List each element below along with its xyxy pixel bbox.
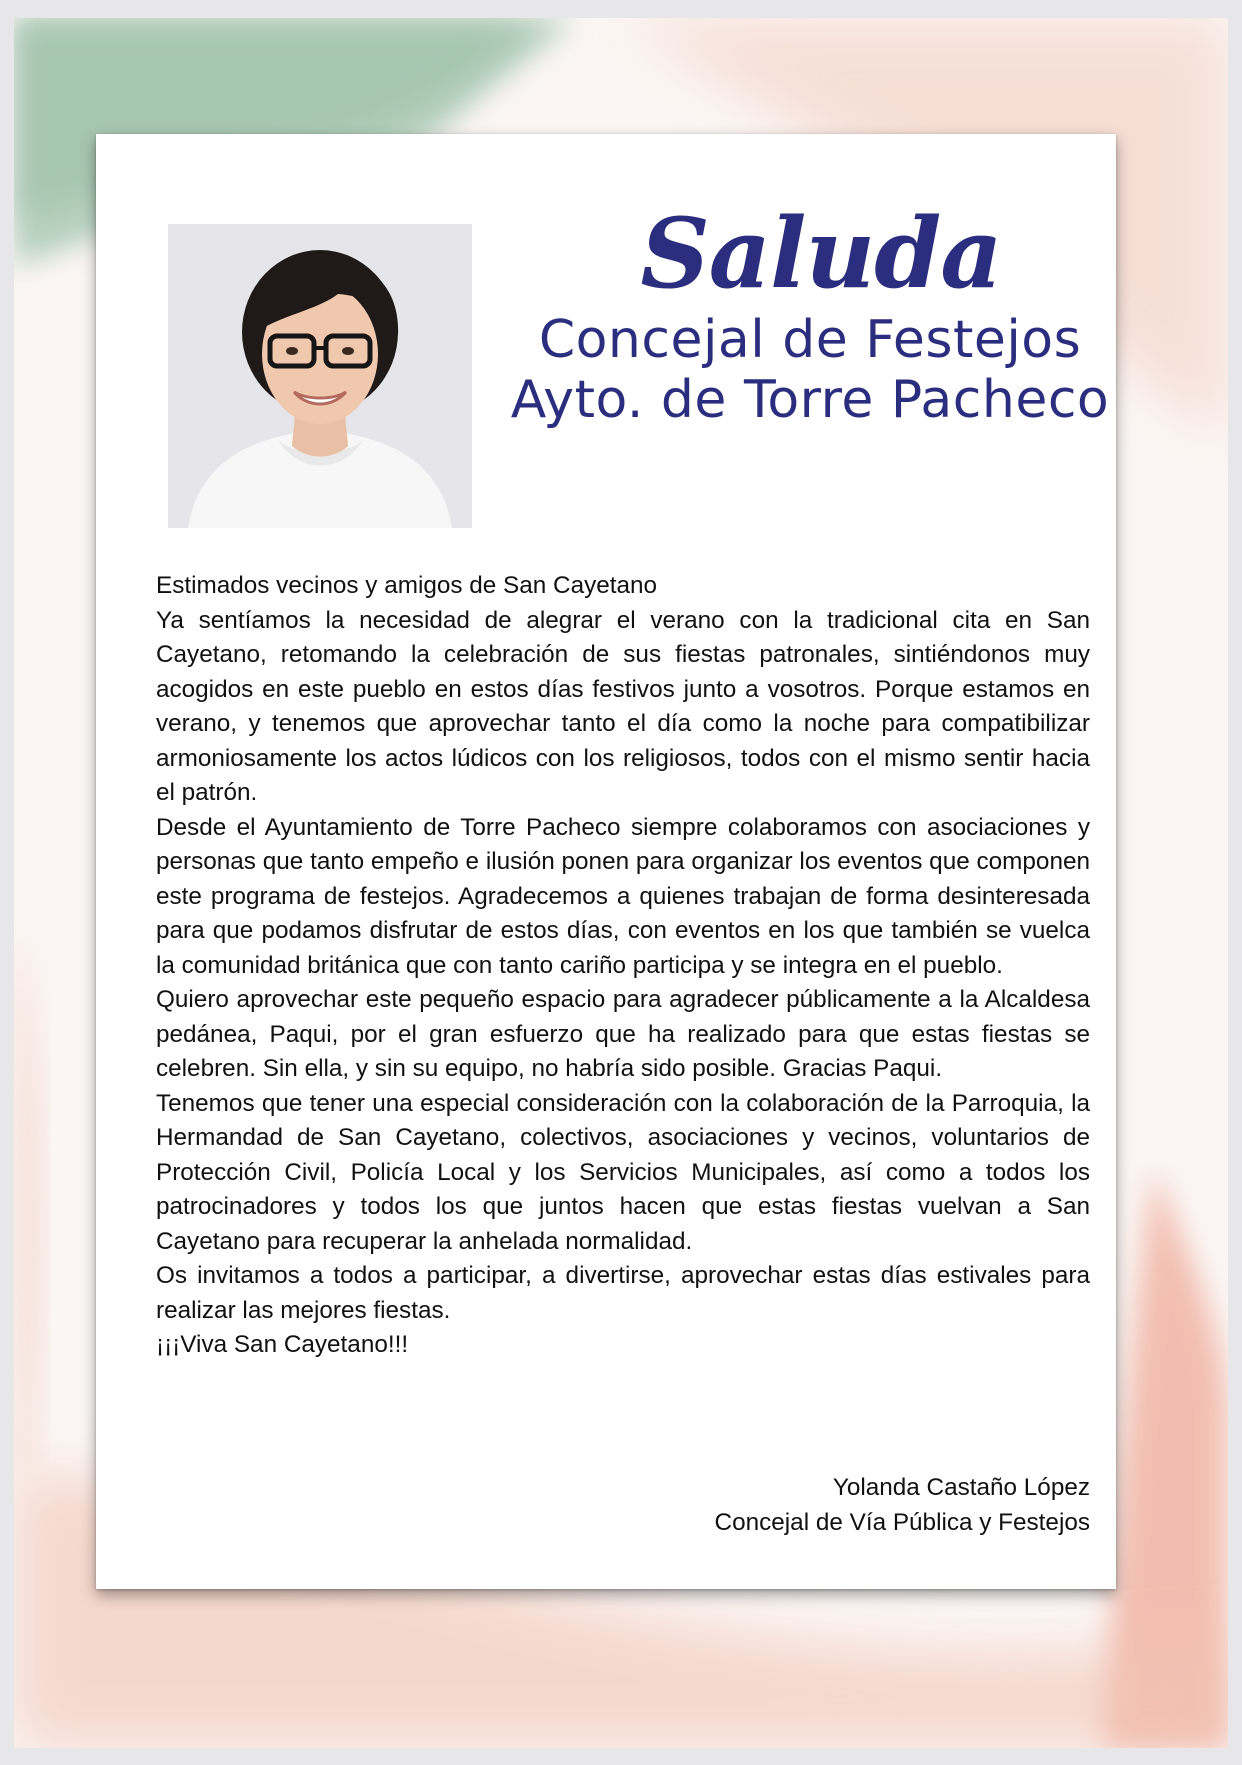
paragraph: Ya sentíamos la necesidad de alegrar el verano con la tradicional cita en San Cayetano, retomando la celebración de sus fiestas patronales, sintiéndonos muy acogidos en este pueblo en estos días festivos junto a vosotros. Porque estamos en verano, y tenemos que aprovechar tanto el día como la noche para compatibilizar armoniosamente los actos lúdicos con los religiosos, todos con el mismo sentir hacia el patrón. [156, 606, 1090, 806]
paragraph: Tenemos que tener una especial consideración con la colaboración de la Parroquia, la Hermandad de San Cayetano, colectivos, asociaciones y vecinos, voluntarios de Protección Civil, Policía Local y los Servicios Municipales, así como a todos los patrocinadores y todos los que juntos hacen que estas fiestas vuelvan a San Cayetano para recuperar la anhelada normalidad. [156, 1089, 1090, 1255]
paragraph: Os invitamos a todos a participar, a divertirse, aprovechar estas días estivales para realizar las mejores fiestas. [156, 1262, 1090, 1324]
greeting: Estimados vecinos y amigos de San Cayetano [156, 572, 658, 599]
paragraph: Quiero aprovechar este pequeño espacio para agradecer públicamente a la Alcaldesa pedánea, Paqui, por el gran esfuerzo que ha realizado para que estas fiestas se celebren. Sin ella, y sin su equipo, no habría sido posible. Gracias Paqui. [156, 986, 1090, 1082]
signatory-role: Concejal de Vía Pública y Festejos [714, 1508, 1090, 1536]
page-header [480, 198, 1140, 430]
subtitle-line-2: Ayto. de Torre Pacheco [510, 370, 1110, 430]
signature-block [715, 1471, 1090, 1540]
paragraph: Desde el Ayuntamiento de Torre Pacheco siempre colaboramos con asociaciones y personas que tanto empeño e ilusión ponen para organizar los eventos que componen este programa de festejos. Agradecemos a quienes trabajan de forma desinteresada para que podamos disfrutar de estos días, con eventos en los que también se vuelca la comunidad británica que con tanto cariño participa y se integra en el pueblo. [156, 813, 1090, 979]
signatory-name: Yolanda Castaño López [832, 1474, 1090, 1501]
subtitle-line-1: Concejal de Festejos [538, 310, 1082, 370]
person-portrait-icon [168, 224, 472, 528]
portrait-photo [168, 224, 472, 528]
letter-body [156, 569, 1090, 1363]
page-title: Saluda [640, 197, 1002, 310]
closing-exclamation: ¡¡¡Viva San Cayetano!!! [156, 1331, 409, 1358]
